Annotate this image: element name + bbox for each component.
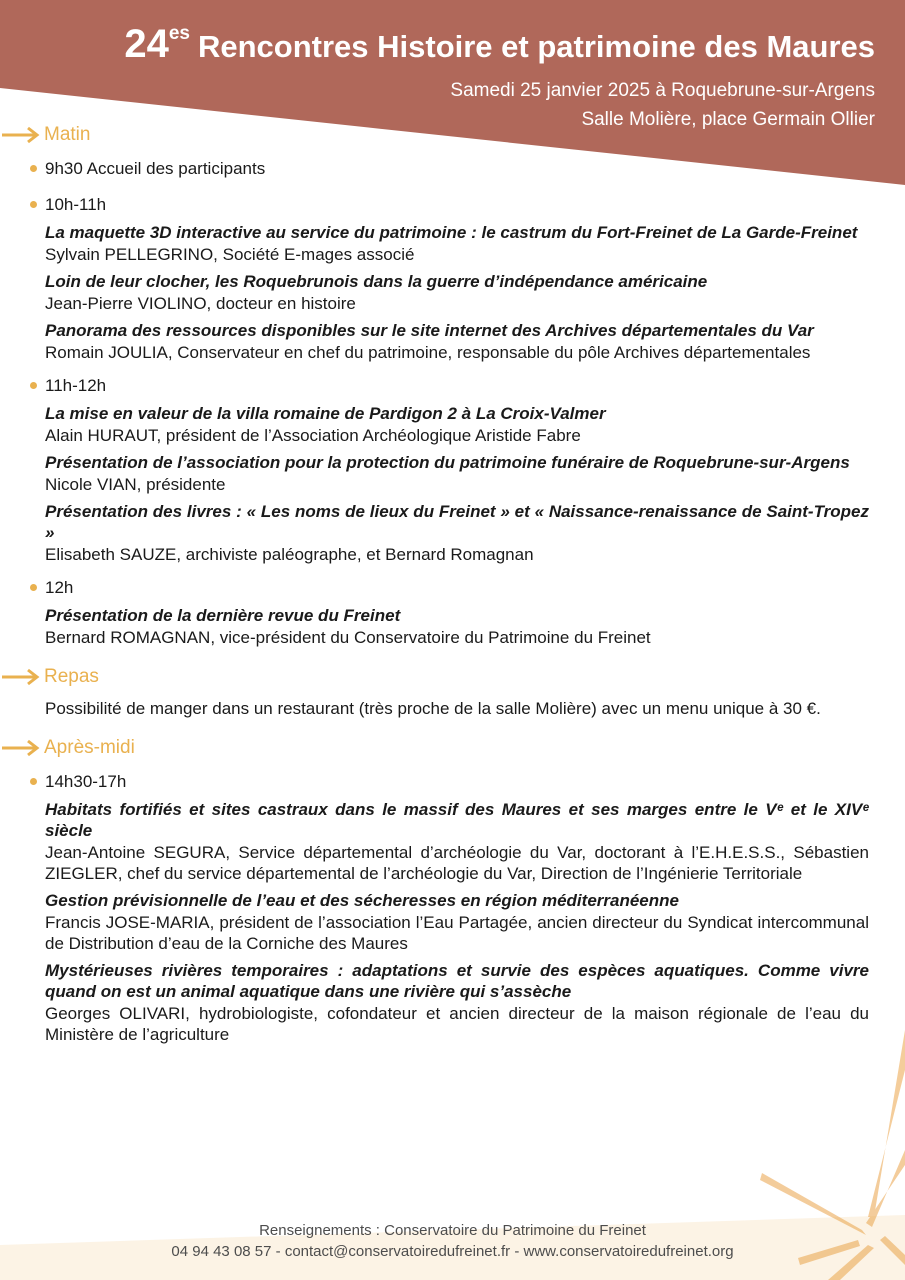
bullet-icon [30, 382, 37, 389]
section-matin [0, 120, 905, 648]
slot-time: 14h30-17h [0, 769, 905, 795]
slot-time: 11h-12h [0, 373, 905, 399]
event-title-text: Rencontres Histoire et patrimoine des Maures [197, 29, 875, 64]
section-apres-midi [0, 733, 905, 1045]
talk-title: Présentation de la dernière revue du Freinet [45, 606, 401, 625]
bullet-icon [30, 778, 37, 785]
event-venue: Salle Molière, place Germain Ollier [581, 109, 875, 130]
bullet-icon [30, 201, 37, 208]
slot-time: 12h [0, 575, 905, 601]
event-title [124, 22, 875, 67]
repas-text: Possibilité de manger dans un restaurant (très proche de la salle Molière) avec un menu unique à 30 €. [45, 699, 821, 718]
bullet-icon [30, 584, 37, 591]
section-header [0, 662, 905, 692]
section-header [0, 120, 905, 150]
slot-time: 9h30 Accueil des participants [0, 156, 905, 182]
footer-info: Renseignements : Conservatoire du Patrimoine du Freinet [259, 1222, 646, 1239]
section-title: Matin [44, 124, 91, 145]
section-title: Après-midi [44, 737, 135, 758]
talk-title: Habitats fortifiés et sites castraux dans le massif des Maures et ses marges entre le Vᵉ et le XIVᵉ siècle [45, 800, 869, 840]
talk-title: Mystérieuses rivières temporaires : adaptations et survie des espèces aquatiques. Comme vivre quand on est un animal aquatique dans une rivière qui s’assèche [45, 961, 869, 1001]
schedule-slot [0, 769, 905, 1045]
talk [0, 403, 905, 565]
program [0, 120, 905, 1059]
talk-speaker: Romain JOULIA, Conservateur en chef du patrimoine, responsable du pôle Archives départementales [45, 343, 811, 362]
talk [0, 222, 905, 363]
talk-title: Présentation des livres : « Les noms de lieux du Freinet » et « Naissance-renaissance de Saint-Tropez » [45, 502, 869, 542]
right-arrow-icon [2, 668, 42, 686]
section-title: Repas [44, 666, 99, 687]
talk [0, 605, 905, 648]
talk-title: La mise en valeur de la villa romaine de Pardigon 2 à La Croix-Valmer [45, 404, 606, 423]
edition-number: 24 [124, 22, 169, 66]
right-arrow-icon [2, 739, 42, 757]
talk-speaker: Georges OLIVARI, hydrobiologiste, cofondateur et ancien directeur de la maison régionale de l’eau du Ministère de l’agriculture [45, 1004, 869, 1044]
talk-speaker: Sylvain PELLEGRINO, Société E-mages associé [45, 245, 415, 264]
talk-speaker: Francis JOSE-MARIA, président de l’association l’Eau Partagée, ancien directeur du Syndicat intercommunal de Distribution d’eau de la Corniche des Maures [45, 913, 869, 953]
schedule-slot [0, 575, 905, 648]
schedule-slot [0, 156, 905, 182]
talk-title: Présentation de l’association pour la protection du patrimoine funéraire de Roquebrune-sur-Argens [45, 453, 850, 472]
bullet-icon [30, 165, 37, 172]
event-date: Samedi 25 janvier 2025 à Roquebrune-sur-Argens [450, 80, 875, 101]
schedule-slot [0, 373, 905, 565]
talk-title: La maquette 3D interactive au service du patrimoine : le castrum du Fort-Freinet de La Garde-Freinet [45, 223, 858, 242]
section-header [0, 733, 905, 763]
talk-speaker: Jean-Pierre VIOLINO, docteur en histoire [45, 294, 356, 313]
schedule-slot [0, 192, 905, 363]
footer-contact: 04 94 43 08 57 - contact@conservatoiredufreinet.fr - www.conservatoiredufreinet.org [171, 1243, 734, 1260]
talk-title: Gestion prévisionnelle de l’eau et des sécheresses en région méditerranéenne [45, 891, 679, 910]
slot-time: 10h-11h [0, 192, 905, 218]
talk-speaker: Alain HURAUT, président de l’Association Archéologique Aristide Fabre [45, 426, 581, 445]
talk [0, 799, 905, 1045]
talk-speaker: Bernard ROMAGNAN, vice-président du Conservatoire du Patrimoine du Freinet [45, 628, 651, 647]
section-repas [0, 662, 905, 719]
talk-speaker: Nicole VIAN, présidente [45, 475, 226, 494]
talk-speaker: Elisabeth SAUZE, archiviste paléographe, et Bernard Romagnan [45, 545, 534, 564]
edition-suffix: es [168, 23, 190, 44]
right-arrow-icon [2, 126, 42, 144]
talk-speaker: Jean-Antoine SEGURA, Service départemental d’archéologie du Var, doctorant à l’E.H.E.S.S., Sébastien ZIEGLER, chef du service départemental de l’archéologie du Var, Direction de l’Ingénierie Territoriale [45, 843, 869, 883]
talk-title: Loin de leur clocher, les Roquebrunois dans la guerre d’indépendance américaine [45, 272, 708, 291]
talk-title: Panorama des ressources disponibles sur le site internet des Archives départementales du Var [45, 321, 814, 340]
